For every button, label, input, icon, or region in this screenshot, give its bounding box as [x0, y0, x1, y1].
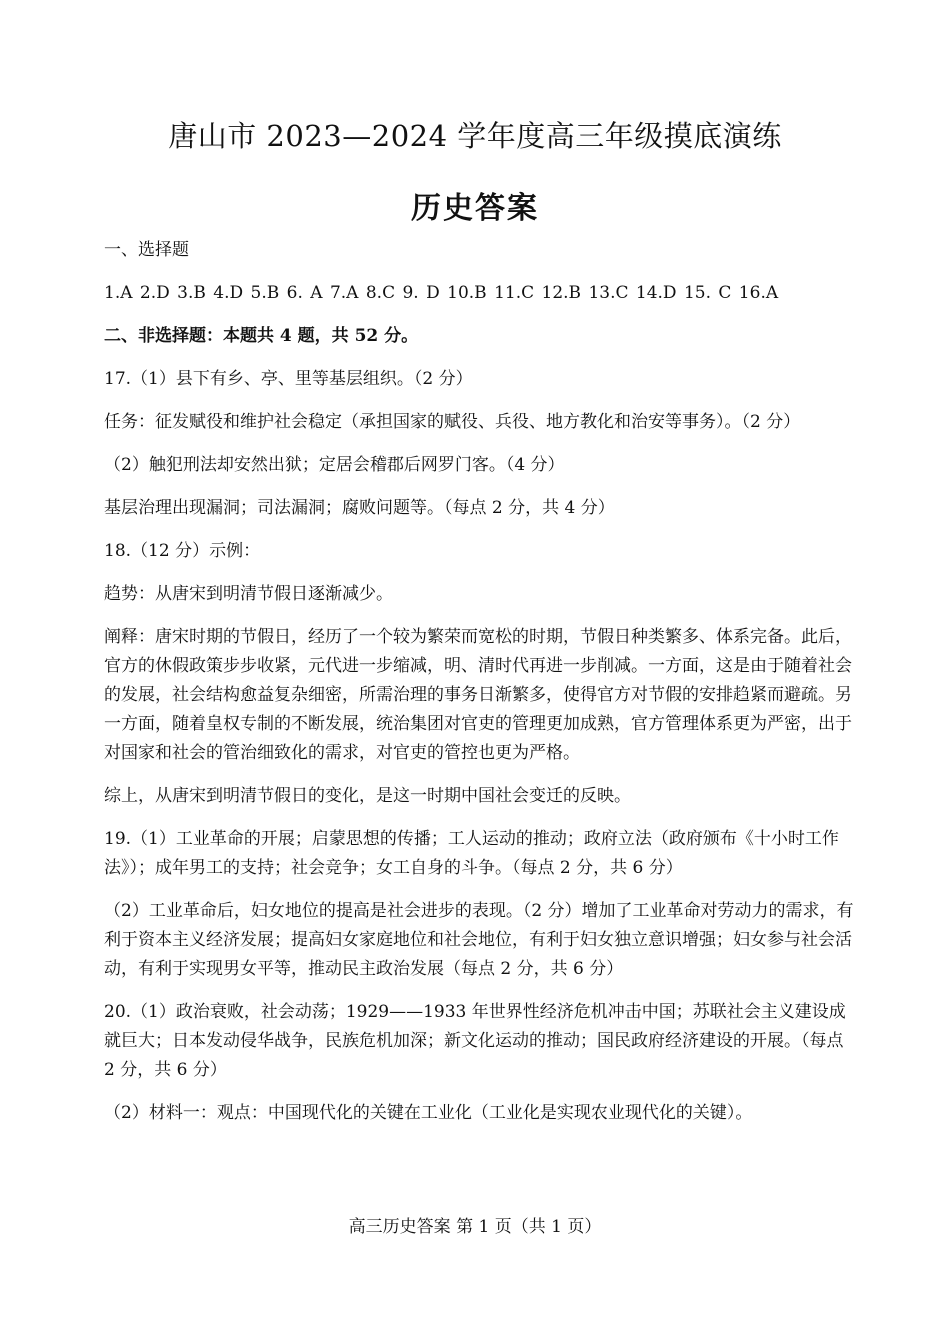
multiple-choice-answers: 1.A 2.D 3.B 4.D 5.B 6. A 7.A 8.C 9. D 10.B 11.C 12.B 13.C 14.D 15. C 16.A — [104, 283, 779, 303]
q19-part2: （2）工业革命后，妇女地位的提高是社会进步的表现。（2 分）增加了工业革命对劳动力的需求，有利于资本主义经济发展；提高妇女家庭地位和社会地位，有利于妇女独立意识增强；妇女参与社会活动，有利于实现男女平等，推动民主政治发展（每点 2 分，共 6 分） — [104, 901, 854, 979]
q17-part1: 17.（1）县下有乡、亭、里等基层组织。（2 分） — [104, 369, 473, 389]
q18-trend: 趋势：从唐宋到明清节假日逐渐减少。 — [104, 584, 393, 604]
q17-problems: 基层治理出现漏洞；司法漏洞；腐败问题等。（每点 2 分，共 4 分） — [104, 498, 615, 518]
document-title: 唐山市 2023—2024 学年度高三年级摸底演练 — [168, 119, 782, 153]
page-footer: 高三历史答案 第 1 页（共 1 页） — [348, 1217, 602, 1237]
document-body — [104, 236, 856, 1142]
q18-heading: 18.（12 分）示例： — [104, 541, 261, 561]
q17-tasks: 任务：征发赋役和维护社会稳定（承担国家的赋役、兵役、地方教化和治安等事务）。（2 分） — [104, 412, 801, 432]
q19-part1: 19.（1）工业革命的开展；启蒙思想的传播；工人运动的推动；政府立法（政府颁布《十小时工作法》）；成年男工的支持；社会竞争；女工自身的斗争。（每点 2 分，共 6 分） — [104, 829, 839, 878]
q20-part1: 20.（1）政治衰败，社会动荡；1929——1933 年世界性经济危机冲击中国；苏联社会主义建设成就巨大；日本发动侵华战争，民族危机加深；新文化运动的推动；国民政府经济建设的开展。（每点 2 分，共 6 分） — [104, 1002, 846, 1080]
q17-part2: （2）触犯刑法却安然出狱；定居会稽郡后网罗门客。（4 分） — [104, 455, 565, 475]
section-heading-open-questions: 二、非选择题：本题共 4 题，共 52 分。 — [104, 326, 419, 346]
q18-conclusion: 综上，从唐宋到明清节假日的变化，是这一时期中国社会变迁的反映。 — [104, 786, 631, 806]
document-subtitle: 历史答案 — [411, 191, 539, 226]
section-heading-multiple-choice: 一、选择题 — [104, 240, 189, 260]
q20-part2: （2）材料一：观点：中国现代化的关键在工业化（工业化是实现农业现代化的关键）。 — [104, 1103, 753, 1123]
q18-explanation: 阐释：唐宋时期的节假日，经历了一个较为繁荣而宽松的时期，节假日种类繁多、体系完备。此后，官方的休假政策步步收紧，元代进一步缩减，明、清时代再进一步削减。一方面，这是由于随着社会的发展，社会结构愈益复杂细密，所需治理的事务日渐繁多，使得官方对节假的安排趋紧而避疏。另一方面，随着皇权专制的不断发展，统治集团对官吏的管理更加成熟，官方管理体系更为严密，出于对国家和社会的管治细致化的需求，对官吏的管控也更为严格。 — [104, 627, 852, 763]
